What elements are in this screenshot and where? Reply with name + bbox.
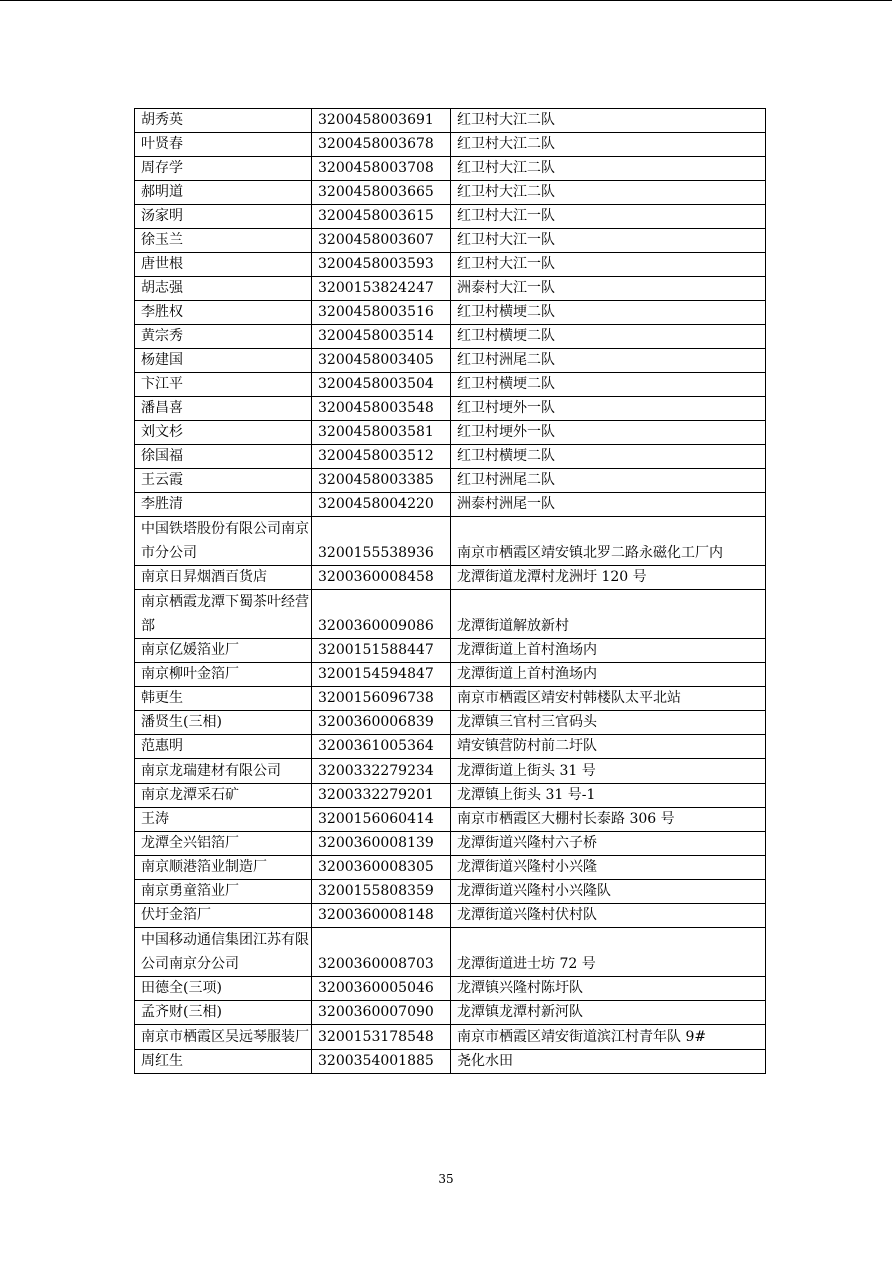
name-cell: 伏圩金箔厂 <box>135 904 312 928</box>
address-cell: 龙潭街道上首村渔场内 <box>451 639 766 663</box>
code-cell: 3200458003512 <box>312 445 451 469</box>
name-cell: 南京市栖霞区吴远琴服装厂 <box>135 1025 312 1050</box>
address-cell: 红卫村横埂二队 <box>451 301 766 325</box>
name-cell: 黄宗秀 <box>135 325 312 349</box>
table-row <box>135 759 766 784</box>
address-cell: 龙潭镇龙潭村新河队 <box>451 1001 766 1025</box>
address-cell: 红卫村横埂二队 <box>451 373 766 397</box>
table-row <box>135 784 766 808</box>
table-row <box>135 735 766 759</box>
code-cell: 3200156096738 <box>312 687 451 711</box>
address-cell: 洲泰村洲尾一队 <box>451 493 766 517</box>
address-cell: 红卫村大江二队 <box>451 109 766 133</box>
address-cell: 龙潭街道解放新村 <box>451 590 766 639</box>
address-cell: 龙潭镇兴隆村陈圩队 <box>451 977 766 1001</box>
name-cell: 李胜清 <box>135 493 312 517</box>
name-cell: 徐国福 <box>135 445 312 469</box>
table-row <box>135 904 766 928</box>
code-cell: 3200153178548 <box>312 1025 451 1050</box>
address-cell: 南京市栖霞区大棚村长泰路 306 号 <box>451 808 766 832</box>
table-row <box>135 229 766 253</box>
address-cell: 红卫村埂外一队 <box>451 421 766 445</box>
table-row <box>135 928 766 977</box>
records-table <box>134 108 766 1074</box>
address-cell: 红卫村横埂二队 <box>451 325 766 349</box>
code-cell: 3200155538936 <box>312 517 451 566</box>
name-cell: 南京柳叶金箔厂 <box>135 663 312 687</box>
name-cell: 胡秀英 <box>135 109 312 133</box>
table-row <box>135 1050 766 1074</box>
code-cell: 3200458003691 <box>312 109 451 133</box>
code-cell: 3200458003514 <box>312 325 451 349</box>
address-cell: 红卫村埂外一队 <box>451 397 766 421</box>
table-row <box>135 639 766 663</box>
code-cell: 3200360008305 <box>312 856 451 880</box>
code-cell: 3200360006839 <box>312 711 451 735</box>
code-cell: 3200458003593 <box>312 253 451 277</box>
name-cell: 南京栖霞龙潭下蜀茶叶经营部 <box>135 590 312 639</box>
address-cell: 龙潭街道兴隆村伏村队 <box>451 904 766 928</box>
code-cell: 3200458003385 <box>312 469 451 493</box>
code-cell: 3200458003405 <box>312 349 451 373</box>
table-row <box>135 711 766 735</box>
address-cell: 红卫村洲尾二队 <box>451 349 766 373</box>
page-number: 35 <box>438 1172 454 1186</box>
address-cell: 龙潭街道上街头 31 号 <box>451 759 766 784</box>
address-cell: 红卫村大江一队 <box>451 229 766 253</box>
code-cell: 3200151588447 <box>312 639 451 663</box>
name-cell: 杨建国 <box>135 349 312 373</box>
address-cell: 龙潭镇三官村三官码头 <box>451 711 766 735</box>
table-row <box>135 590 766 639</box>
code-cell: 3200332279201 <box>312 784 451 808</box>
name-cell: 唐世根 <box>135 253 312 277</box>
table-row <box>135 301 766 325</box>
address-cell: 龙潭街道兴隆村小兴隆队 <box>451 880 766 904</box>
code-cell: 3200458003615 <box>312 205 451 229</box>
address-cell: 红卫村大江一队 <box>451 205 766 229</box>
name-cell: 南京龙瑞建材有限公司 <box>135 759 312 784</box>
table-row <box>135 349 766 373</box>
code-cell: 3200360008139 <box>312 832 451 856</box>
name-cell: 潘贤生(三相) <box>135 711 312 735</box>
code-cell: 3200458003504 <box>312 373 451 397</box>
table-row <box>135 880 766 904</box>
address-cell: 龙潭街道龙潭村龙洲圩 120 号 <box>451 566 766 590</box>
code-cell: 3200458003665 <box>312 181 451 205</box>
name-cell: 卞江平 <box>135 373 312 397</box>
address-cell: 南京市栖霞区靖安镇北罗二路永磁化工厂内 <box>451 517 766 566</box>
name-cell: 中国移动通信集团江苏有限公司南京分公司 <box>135 928 312 977</box>
name-cell: 田德全(三项) <box>135 977 312 1001</box>
code-cell: 3200458003607 <box>312 229 451 253</box>
code-cell: 3200153824247 <box>312 277 451 301</box>
table-row <box>135 1001 766 1025</box>
name-cell: 范惠明 <box>135 735 312 759</box>
table-row <box>135 687 766 711</box>
table-row <box>135 421 766 445</box>
address-cell: 红卫村大江二队 <box>451 133 766 157</box>
code-cell: 3200458003516 <box>312 301 451 325</box>
table-row <box>135 373 766 397</box>
name-cell: 南京龙潭采石矿 <box>135 784 312 808</box>
table-row <box>135 977 766 1001</box>
name-cell: 南京日昇烟酒百货店 <box>135 566 312 590</box>
name-cell: 韩更生 <box>135 687 312 711</box>
code-cell: 3200360005046 <box>312 977 451 1001</box>
code-cell: 3200458004220 <box>312 493 451 517</box>
address-cell: 尧化水田 <box>451 1050 766 1074</box>
name-cell: 徐玉兰 <box>135 229 312 253</box>
code-cell: 3200360009086 <box>312 590 451 639</box>
table-row <box>135 181 766 205</box>
address-cell: 龙潭街道兴隆村六子桥 <box>451 832 766 856</box>
name-cell: 王涛 <box>135 808 312 832</box>
name-cell: 王云霞 <box>135 469 312 493</box>
name-cell: 胡志强 <box>135 277 312 301</box>
name-cell: 周存学 <box>135 157 312 181</box>
address-cell: 红卫村洲尾二队 <box>451 469 766 493</box>
code-cell: 3200360007090 <box>312 1001 451 1025</box>
table-row <box>135 445 766 469</box>
table-row <box>135 253 766 277</box>
code-cell: 3200332279234 <box>312 759 451 784</box>
name-cell: 南京勇童箔业厂 <box>135 880 312 904</box>
address-cell: 龙潭街道上首村渔场内 <box>451 663 766 687</box>
table-row <box>135 469 766 493</box>
address-cell: 红卫村大江二队 <box>451 181 766 205</box>
code-cell: 3200458003548 <box>312 397 451 421</box>
table-row <box>135 397 766 421</box>
name-cell: 汤家明 <box>135 205 312 229</box>
address-cell: 龙潭镇上街头 31 号-1 <box>451 784 766 808</box>
table-row <box>135 277 766 301</box>
address-cell: 洲泰村大江一队 <box>451 277 766 301</box>
table-row <box>135 517 766 566</box>
name-cell: 叶贤春 <box>135 133 312 157</box>
name-cell: 中国铁塔股份有限公司南京市分公司 <box>135 517 312 566</box>
code-cell: 3200354001885 <box>312 1050 451 1074</box>
address-cell: 靖安镇营防村前二圩队 <box>451 735 766 759</box>
address-cell: 南京市栖霞区靖安街道滨江村青年队 9# <box>451 1025 766 1050</box>
code-cell: 3200154594847 <box>312 663 451 687</box>
address-cell: 龙潭街道兴隆村小兴隆 <box>451 856 766 880</box>
address-cell: 红卫村大江二队 <box>451 157 766 181</box>
name-cell: 潘昌喜 <box>135 397 312 421</box>
table-row <box>135 663 766 687</box>
table-row <box>135 808 766 832</box>
table-row <box>135 832 766 856</box>
name-cell: 龙潭全兴铝箔厂 <box>135 832 312 856</box>
records-table-body <box>135 109 766 1074</box>
address-cell: 红卫村横埂二队 <box>451 445 766 469</box>
address-cell: 南京市栖霞区靖安村韩楼队太平北站 <box>451 687 766 711</box>
table-row <box>135 157 766 181</box>
code-cell: 3200360008458 <box>312 566 451 590</box>
code-cell: 3200458003678 <box>312 133 451 157</box>
table-row <box>135 493 766 517</box>
name-cell: 李胜权 <box>135 301 312 325</box>
name-cell: 周红生 <box>135 1050 312 1074</box>
code-cell: 3200458003581 <box>312 421 451 445</box>
top-rule <box>0 0 892 1</box>
address-cell: 红卫村大江一队 <box>451 253 766 277</box>
name-cell: 刘文杉 <box>135 421 312 445</box>
table-row <box>135 133 766 157</box>
code-cell: 3200361005364 <box>312 735 451 759</box>
name-cell: 郝明道 <box>135 181 312 205</box>
table-row <box>135 325 766 349</box>
table-row <box>135 1025 766 1050</box>
address-cell: 龙潭街道进士坊 72 号 <box>451 928 766 977</box>
code-cell: 3200360008148 <box>312 904 451 928</box>
code-cell: 3200156060414 <box>312 808 451 832</box>
code-cell: 3200360008703 <box>312 928 451 977</box>
name-cell: 南京亿媛箔业厂 <box>135 639 312 663</box>
table-row <box>135 566 766 590</box>
name-cell: 南京顺港箔业制造厂 <box>135 856 312 880</box>
table-row <box>135 109 766 133</box>
code-cell: 3200458003708 <box>312 157 451 181</box>
table-row <box>135 205 766 229</box>
table-row <box>135 856 766 880</box>
name-cell: 孟齐财(三相) <box>135 1001 312 1025</box>
code-cell: 3200155808359 <box>312 880 451 904</box>
